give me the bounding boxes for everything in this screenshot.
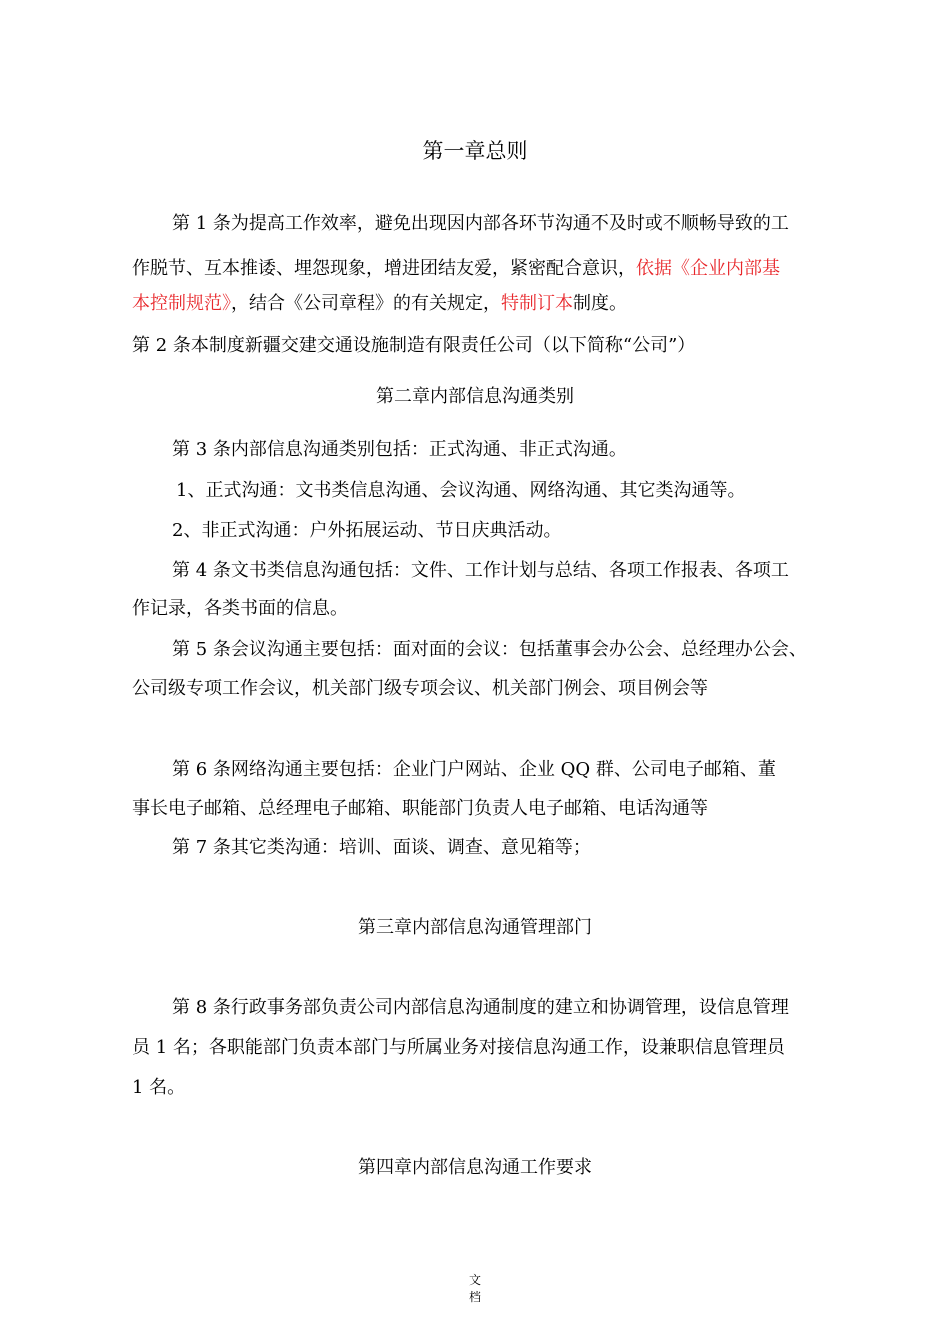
- article-5-line-1: 第 5 条会议沟通主要包括：面对面的会议：包括董事会办公会、总经理办公会、: [172, 639, 807, 660]
- article-6-line-1: 第 6 条网络沟通主要包括：企业门户网站、企业 QQ 群、公司电子邮箱、董: [172, 759, 776, 780]
- article-3-item-2: 2、非正式沟通：户外拓展运动、节日庆典活动。: [172, 520, 562, 541]
- article-4-line-2: 作记录，各类书面的信息。: [132, 598, 348, 619]
- article-1-line-3: [132, 291, 627, 317]
- chapter-1-title: 第一章总则: [422, 139, 528, 163]
- article-1-text-middle: ，结合《公司章程》的有关规定，: [231, 293, 501, 314]
- chapter-2-title: 第二章内部信息沟通类别: [376, 386, 574, 407]
- article-1-line-2: [132, 256, 780, 282]
- article-8-line-1: 第 8 条行政事务部负责公司内部信息沟通制度的建立和协调管理，设信息管理: [172, 997, 789, 1018]
- article-6-line-2: 事长电子邮箱、总经理电子邮箱、职能部门负责人电子邮箱、电话沟通等: [132, 798, 708, 819]
- article-5-line-2: 公司级专项工作会议，机关部门级专项会议、机关部门例会、项目例会等: [132, 678, 708, 699]
- article-7: 第 7 条其它类沟通：培训、面谈、调查、意见箱等；: [172, 837, 591, 858]
- article-1-text: 作脱节、互本推诿、埋怨现象，增进团结友爱，紧密配合意识，: [132, 258, 636, 279]
- chapter-4-title: 第四章内部信息沟通工作要求: [358, 1157, 592, 1178]
- article-2: 第 2 条本制度新疆交建交通设施制造有限责任公司（以下简称“公司”）: [132, 335, 696, 356]
- footer-mark-2: 档: [468, 1290, 481, 1304]
- article-1-text-end: 制度。: [573, 293, 627, 314]
- chapter-3-title: 第三章内部信息沟通管理部门: [358, 917, 592, 938]
- article-8-line-3: 1 名。: [132, 1077, 186, 1098]
- article-1-red-reference: 依据《企业内部基: [636, 258, 780, 279]
- footer-mark-1: 文: [468, 1273, 481, 1287]
- article-1-red-phrase: 特制订本: [501, 293, 573, 314]
- article-1-red-reference-end: 本控制规范》: [132, 293, 231, 314]
- article-4-line-1: 第 4 条文书类信息沟通包括：文件、工作计划与总结、各项工作报表、各项工: [172, 560, 789, 581]
- article-1-line-1: 第 1 条为提高工作效率，避免出现因内部各环节沟通不及时或不顺畅导致的工: [172, 213, 789, 234]
- article-3: 第 3 条内部信息沟通类别包括：正式沟通、非正式沟通。: [172, 439, 627, 460]
- article-3-item-1: 1、正式沟通：文书类信息沟通、会议沟通、网络沟通、其它类沟通等。: [176, 480, 746, 501]
- article-8-line-2: 员 1 名；各职能部门负责本部门与所属业务对接信息沟通工作，设兼职信息管理员: [132, 1037, 785, 1058]
